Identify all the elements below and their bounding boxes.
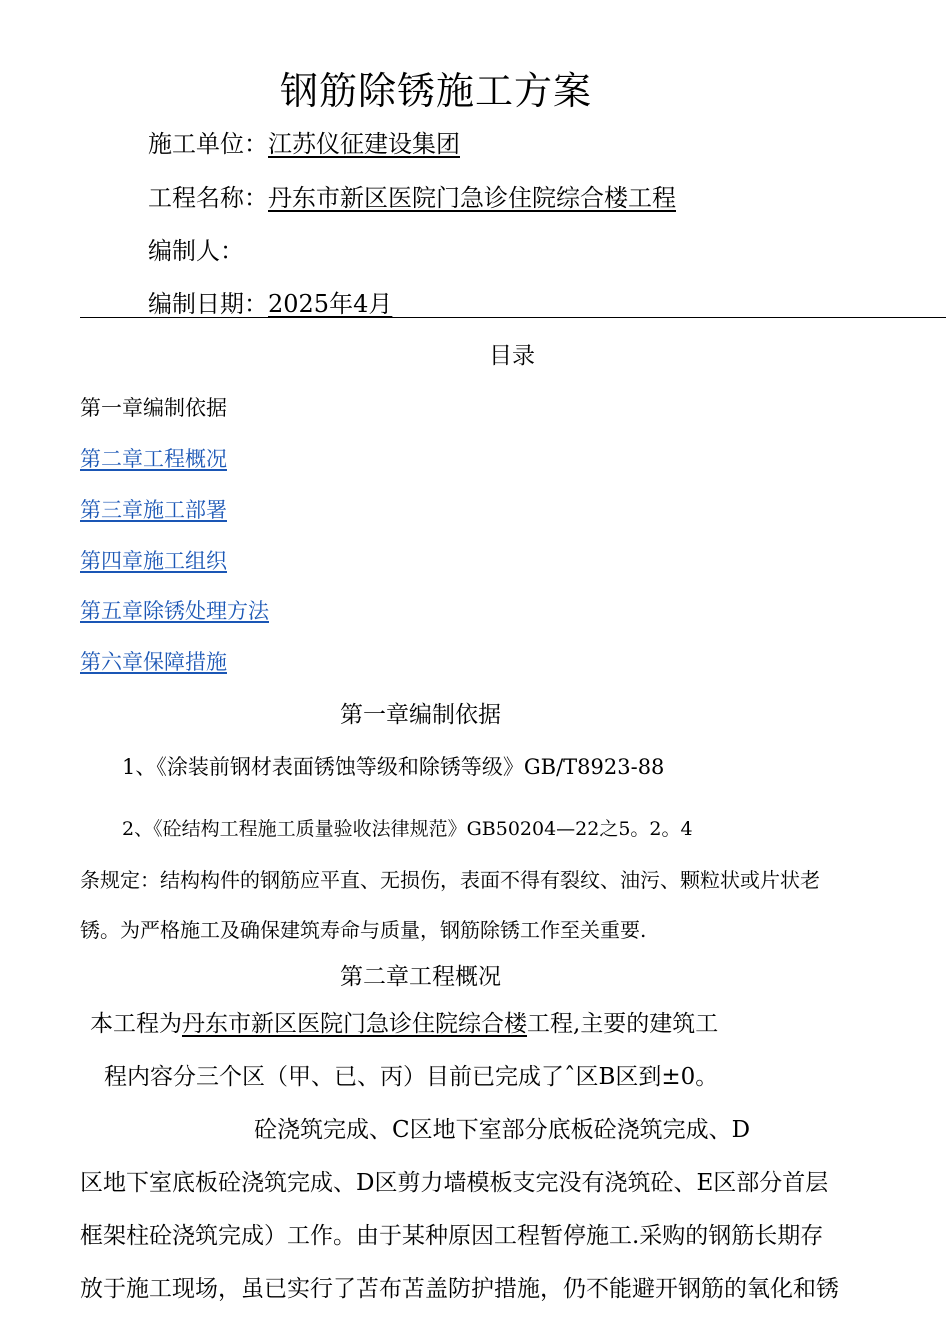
construction-unit-value: 江苏仪征建设集团 bbox=[268, 130, 460, 158]
paragraph-suffix: 工程,主要的建筑工 bbox=[527, 1011, 719, 1037]
toc-link-chapter-5[interactable]: 第五章除锈处理方法 bbox=[80, 599, 269, 623]
chapter-2-paragraph-line-1 bbox=[90, 1005, 718, 1038]
document-title: 钢筋除锈施工方案 bbox=[280, 69, 593, 113]
construction-unit-label: 施工单位： bbox=[148, 130, 268, 158]
author-row bbox=[148, 231, 244, 266]
construction-unit-row bbox=[148, 124, 460, 159]
project-name-value: 丹东市新区医院门急诊住院综合楼工程 bbox=[268, 184, 676, 212]
project-name-label: 工程名称： bbox=[148, 184, 268, 212]
chapter-1-heading: 第一章编制依据 bbox=[340, 702, 501, 728]
chapter-2-paragraph-line-3: 砼浇筑完成、C区地下室部分底板砼浇筑完成、D bbox=[254, 1117, 751, 1143]
author-label: 编制人： bbox=[148, 237, 244, 265]
chapter-2-paragraph-line-2: 程内容分三个区（甲、已、丙）目前已完成了ˆ区B区到±0。 bbox=[104, 1064, 719, 1090]
date-label: 编制日期： bbox=[148, 290, 268, 318]
toc-item-chapter-1[interactable]: 第一章编制依据 bbox=[80, 396, 227, 420]
paragraph-prefix: 本工程为 bbox=[90, 1011, 182, 1037]
chapter-1-paragraph-line-1: 条规定：结构构件的钢筋应平直、无损伤，表面不得有裂纹、油污、颗粒状或片状老 bbox=[80, 868, 820, 892]
toc-link-chapter-6[interactable]: 第六章保障措施 bbox=[80, 650, 227, 674]
toc-link-chapter-3[interactable]: 第三章施工部署 bbox=[80, 498, 227, 522]
date-row bbox=[148, 284, 392, 319]
chapter-1-paragraph-line-2: 锈。为严格施工及确保建筑寿命与质量，钢筋除锈工作至关重要. bbox=[80, 918, 647, 942]
chapter-2-paragraph-line-4: 区地下室底板砼浇筑完成、D区剪力墙模板支完没有浇筑砼、E区部分首层 bbox=[80, 1170, 829, 1196]
date-value: 2025年4月 bbox=[268, 290, 393, 318]
chapter-2-paragraph-line-6: 放于施工现场，虽已实行了苫布苫盖防护措施，仍不能避开钢筋的氧化和锈 bbox=[80, 1276, 839, 1302]
header-divider bbox=[80, 317, 946, 318]
toc-link-chapter-4[interactable]: 第四章施工组织 bbox=[80, 549, 227, 573]
reference-2: 2、《砼结构工程施工质量验收法律规范》GB50204—22之5。2。4 bbox=[122, 818, 693, 840]
project-name-inline: 丹东市新区医院门急诊住院综合楼 bbox=[182, 1011, 527, 1037]
toc-link-chapter-2[interactable]: 第二章工程概况 bbox=[80, 447, 227, 471]
toc-title: 目录 bbox=[489, 343, 535, 369]
chapter-2-heading: 第二章工程概况 bbox=[340, 964, 501, 990]
reference-1: 1、《涂装前钢材表面锈蚀等级和除锈等级》GB/T8923-88 bbox=[122, 755, 665, 779]
chapter-2-paragraph-line-5: 框架柱砼浇筑完成）工作。由于某种原因工程暂停施工.采购的钢筋长期存 bbox=[80, 1223, 824, 1249]
project-name-row bbox=[148, 178, 676, 213]
